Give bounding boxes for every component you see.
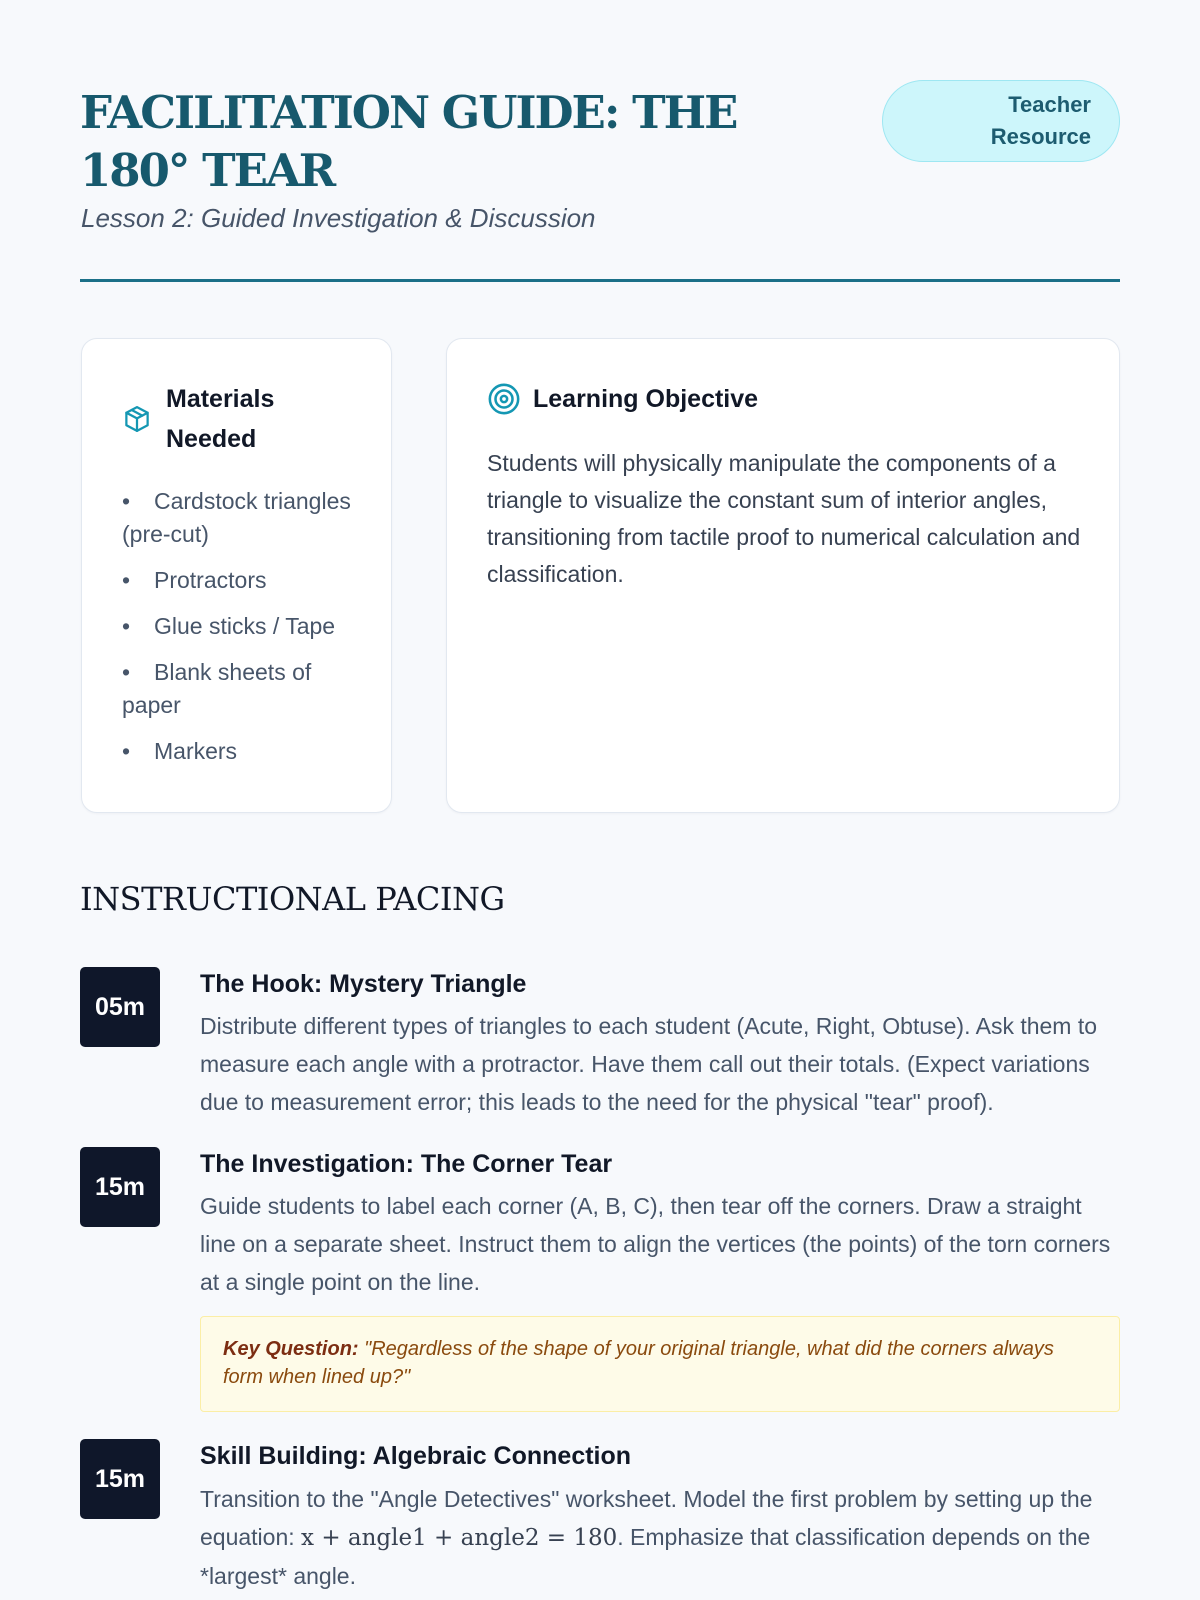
list-item: • Blank sheets of paper — [122, 656, 372, 722]
page-title: FACILITATION GUIDE: THE 180° TEAR — [80, 86, 737, 197]
list-item: • Markers — [122, 735, 372, 768]
target-icon — [487, 382, 521, 416]
pacing-section-title: INSTRUCTIONAL PACING — [80, 880, 505, 918]
objective-title: Learning Objective — [533, 385, 759, 413]
materials-list — [122, 485, 372, 781]
step-time-badge: 05m — [80, 967, 160, 1047]
key-question-callout — [200, 1316, 1120, 1412]
list-item: • Cardstock triangles (pre-cut) — [122, 485, 372, 551]
list-item: • Glue sticks / Tape — [122, 610, 372, 643]
objective-text: Students will physically manipulate the components of a triangle to visualize the constant sum of interior angles, transitioning from tactile proof to numerical calculation and classification. — [487, 450, 1081, 587]
materials-card — [81, 338, 392, 813]
step-description — [200, 1480, 1120, 1595]
description-text: Transition to the "Angle Detectives" worksheet. Model the first problem by setting up the equation: — [200, 1486, 1093, 1550]
step-title: The Hook: Mystery Triangle — [200, 970, 527, 998]
callout-label: Key Question: — [223, 1338, 359, 1360]
objective-header — [487, 379, 758, 419]
equation: x + angle1 + angle2 = 180 — [301, 1525, 618, 1551]
cube-icon — [122, 404, 152, 434]
badge-label: Teacher Resource — [990, 92, 1091, 149]
header-divider — [80, 279, 1120, 282]
step-title: Skill Building: Algebraic Connection — [200, 1442, 632, 1470]
list-item: • Protractors — [122, 564, 372, 597]
objective-card — [446, 338, 1120, 813]
step-time-badge: 15m — [80, 1439, 160, 1519]
step-description: Guide students to label each corner (A, B, C), then tear off the corners. Draw a straight line on a separate sheet. Instruct them to align the vertices (the points) of the torn corners at a single point on the line. — [200, 1193, 1111, 1295]
materials-header — [122, 379, 362, 459]
teacher-resource-badge — [882, 80, 1120, 162]
step-description: Distribute different types of triangles to each student (Acute, Right, Obtuse). Ask them to measure each angle with a protractor. Have them call out their totals. (Expect variations due to measurement error; this leads to the need for the physical "tear" proof). — [200, 1013, 1098, 1115]
page-subtitle: Lesson 2: Guided Investigation & Discussion — [81, 203, 596, 233]
step-title: The Investigation: The Corner Tear — [200, 1150, 613, 1178]
description-text: . Emphasize that classification depends on the *largest* angle. — [200, 1524, 1091, 1589]
materials-title: Materials Needed — [166, 385, 275, 453]
step-time-badge: 15m — [80, 1147, 160, 1227]
callout-text: "Regardless of the shape of your original triangle, what did the corners always form when lined up?" — [223, 1338, 1054, 1388]
